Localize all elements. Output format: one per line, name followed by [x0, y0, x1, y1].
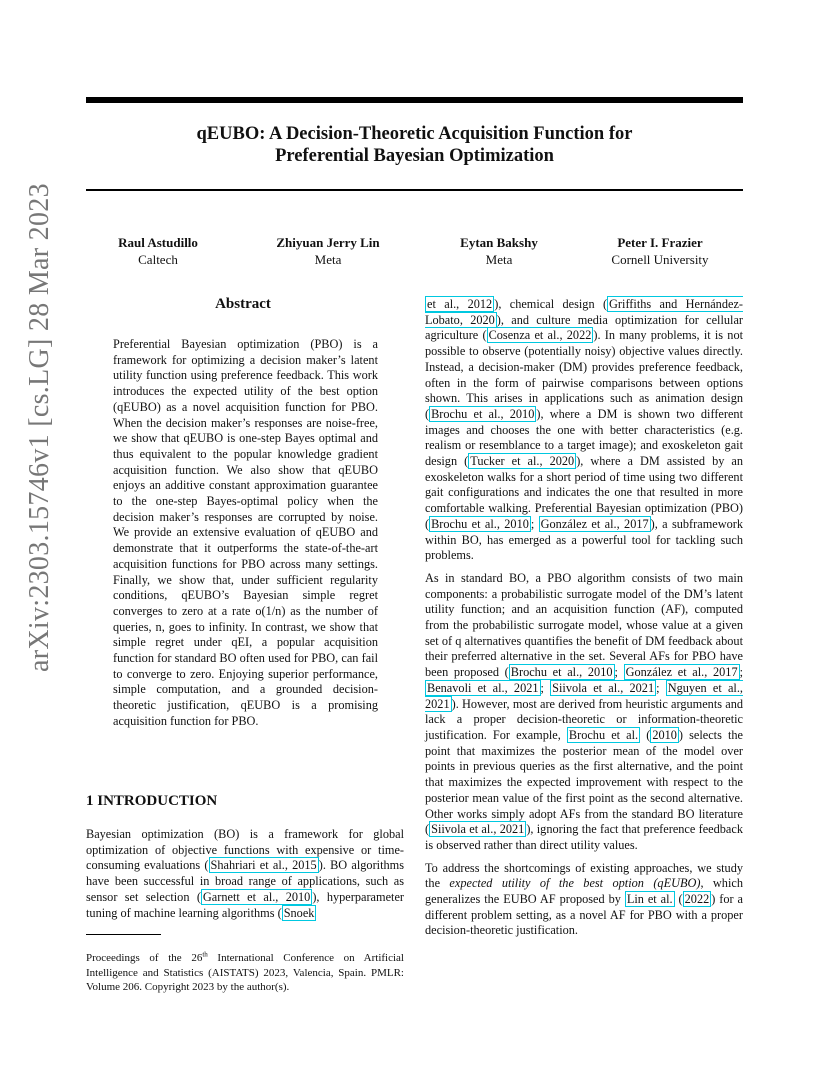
citation-link[interactable]: Brochu et al.: [568, 727, 639, 742]
citation-link[interactable]: Brochu et al., 2010: [431, 516, 529, 531]
intro-paragraph-3: To address the shortcomings of existing approaches, we study the expected utility of the best option (qEUBO), which generalizes the EUBO AF proposed by Lin et al. ( 2022 ) for a different problem setting, as a novel AF for PBO with a proper decision-theoretic justification.: [425, 860, 743, 938]
author-name: Raul Astudillo: [118, 235, 198, 250]
footnote: Proceedings of the 26th International Conference on Artificial Intelligence and Statistics (AISTATS) 2023, Valencia, Spain. PMLR: Volume 206. Copyright 2023 by the author(s).: [86, 950, 404, 993]
citation-link[interactable]: González et al., 2017: [540, 516, 649, 531]
intro-paragraph-2: As in standard BO, a PBO algorithm consists of two main components: a probabilistic surrogate model of the DM’s latent utility function; and an acquisition function (AF), computed from the probabilistic surrogate model, whose value at a given set of q alternatives quantifies the benefit of DM feedback about their preferred alternative in the set. Several AFs for PBO have been proposed ( Brochu et al., 2010 ; González et al., 2017 ; Benavoli et al., 2021 ; Siivola et al., 2021 ; Nguyen et al., 2021 ). However, most are derived from heuristic arguments and lack a proper decision-theoretic or information-theoretic justification. For example, Brochu et al. ( 2010 ) selects the point that maximizes the posterior mean of the model over points in previous queries as the first alternative, and the point that maximizes the expected improvement with respect to the posterior mean value of the first point as the second alternative. Other works simply adopt AFs from the standard BO literature ( Siivola et al., 2021 ), ignoring the fact that preference feedback is observed rather than direct utility values.: [425, 570, 744, 852]
author-name: Eytan Bakshy: [460, 235, 538, 250]
section-heading-introduction: 1 INTRODUCTION: [86, 793, 218, 809]
intro-right-column: [425, 297, 743, 939]
citation-link[interactable]: Shahriari et al., 2015: [210, 858, 317, 873]
author-3: [429, 234, 569, 268]
citation-link[interactable]: Brochu et al., 2010: [510, 665, 613, 680]
citation-link[interactable]: Garnett et al., 2010: [202, 889, 311, 904]
author-name: Peter I. Frazier: [617, 235, 703, 250]
citation-link[interactable]: Nguyen et al., 2021: [425, 680, 743, 711]
arxiv-stamp: arXiv:2303.15746v1 [cs.LG] 28 Mar 2023: [24, 183, 55, 672]
citation-link[interactable]: González et al., 2017: [625, 665, 738, 680]
abstract-body: [113, 337, 378, 730]
footnote-rule: [86, 934, 161, 935]
citation-link[interactable]: Brochu et al., 2010: [431, 406, 535, 421]
abstract-heading: Abstract: [215, 296, 271, 312]
author-2: [248, 234, 408, 268]
citation-link[interactable]: Griffiths and Hernández-Lobato, 2020: [425, 297, 743, 327]
citation-link[interactable]: Lin et al.: [626, 892, 673, 907]
author-affiliation: Caltech: [138, 252, 178, 267]
citation-link[interactable]: Tucker et al., 2020: [470, 454, 575, 469]
author-affiliation: Meta: [314, 252, 342, 267]
citation-link[interactable]: Siivola et al., 2021: [552, 680, 655, 695]
title-bottom-rule: [86, 189, 743, 191]
intro-paragraph-continued: et al., 2012 ), chemical design ( Griffiths and Hernández-Lobato, 2020 ), and culture media optimization for cellular agriculture ( Cosenza et al., 2022 ). In many problems, it is not possible to observe (potentially noisy) objective values directly. Instead, a decision-maker (DM) provides preference feedback, often in the form of pairwise comparisons between options shown. This arises in applications such as animation design ( Brochu et al., 2010 ), where a DM is shown two different images and chooses the one with better characteristics (e.g. realism or resemblance to a target image); and exoskeleton gait design ( Tucker et al., 2020 ), where a DM assisted by an exoskeleton walks for a short period of time using two different gait configurations and indicates the one that resulted in more comfortable walking. Preferential Bayesian optimization (PBO) ( Brochu et al., 2010 ; González et al., 2017 ), a subframework within BO, has emerged as a powerful tool for tackling such problems.: [425, 297, 744, 563]
citation-link[interactable]: Benavoli et al., 2021: [427, 680, 539, 695]
author-affiliation: Cornell University: [611, 252, 709, 267]
title-line-2: Preferential Bayesian Optimization: [275, 146, 554, 166]
intro-paragraph-1: Bayesian optimization (BO) is a framework for global optimization of objective functions with expensive or time-consuming evaluations ( Shahriari et al., 2015 ). BO algorithms have been successful in broad range of applications, such as sensor set selection ( Garnett et al., 2010 ), hyperparameter tuning of machine learning algorithms ( Snoek: [86, 827, 404, 920]
abstract-text: Preferential Bayesian optimization (PBO) is a framework for optimizing a decision maker’s latent utility function using preference feedback. This work introduces the expected utility of the best option (qEUBO) as a novel acquisition function for PBO. When the decision maker’s responses are noise-free, we show that qEUBO is one-step Bayes optimal and thus equivalent to the popular knowledge gradient acquisition function. We also show that qEUBO enjoys an additive constant approximation guarantee to the one-step Bayes-optimal policy when the decision maker’s responses are corrupted by noise. We provide an extensive evaluation of qEUBO and demonstrate that it outperforms the state-of-the-art acquisition functions for PBO across many settings. Finally, we show that, under sufficient regularity conditions, qEUBO’s Bayesian simple regret converges to zero at a rate o(1/n) as the number of queries, n, goes to infinity. In contrast, we show that simple regret under qEI, a popular acquisition function for standard BO often used for PBO, can fail to converge to zero. Enjoying superior performance, simple computation, and a grounded decision-theoretic justification, qEUBO is a promising acquisition function for PBO.: [113, 337, 378, 728]
citation-link[interactable]: 2022: [684, 892, 710, 907]
citation-link[interactable]: 2010: [652, 727, 677, 742]
author-name: Zhiyuan Jerry Lin: [276, 235, 380, 250]
author-4: [590, 234, 730, 268]
title-top-rule: [86, 97, 743, 103]
citation-link[interactable]: Cosenza et al., 2022: [488, 328, 592, 343]
citation-link[interactable]: et al., 2012: [427, 297, 493, 311]
citation-link[interactable]: Siivola et al., 2021: [431, 822, 525, 837]
title-line-1: qEUBO: A Decision-Theoretic Acquisition Function for: [196, 124, 633, 144]
author-1: [88, 234, 228, 268]
intro-left-column: [86, 827, 404, 921]
author-affiliation: Meta: [485, 252, 513, 267]
paper-title: [86, 123, 743, 167]
citation-link[interactable]: Snoek: [283, 905, 315, 920]
